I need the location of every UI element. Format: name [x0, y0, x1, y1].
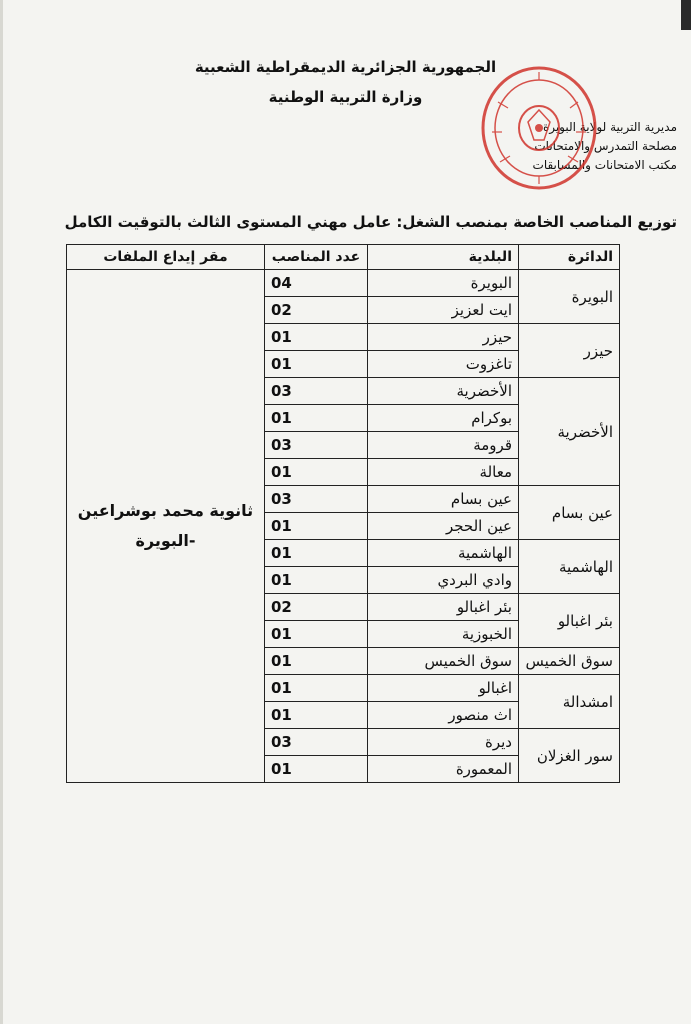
daira-cell: الأخضرية — [519, 378, 620, 486]
baladia-cell: الهاشمية — [368, 540, 519, 567]
positions-table — [66, 244, 620, 783]
header-baladia: البلدية — [368, 245, 519, 270]
baladia-cell: سوق الخميس — [368, 648, 519, 675]
department-line-3: مكتب الامتحانات والمسابقات — [532, 158, 677, 172]
count-cell: 03 — [265, 378, 368, 405]
page-edge — [0, 0, 3, 1024]
count-cell: 01 — [265, 756, 368, 783]
baladia-cell: الخبوزية — [368, 621, 519, 648]
baladia-cell: المعمورة — [368, 756, 519, 783]
baladia-cell: قرومة — [368, 432, 519, 459]
count-cell: 01 — [265, 459, 368, 486]
count-cell: 01 — [265, 324, 368, 351]
table-header-row — [67, 245, 620, 270]
count-cell: 02 — [265, 594, 368, 621]
baladia-cell: عين الحجر — [368, 513, 519, 540]
page-corner-shadow — [681, 0, 691, 30]
count-cell: 01 — [265, 648, 368, 675]
baladia-cell: معالة — [368, 459, 519, 486]
republic-header: الجمهورية الجزائرية الديمقراطية الشعبية — [194, 58, 497, 76]
daira-cell: الهاشمية — [519, 540, 620, 594]
count-cell: 01 — [265, 405, 368, 432]
baladia-cell: تاغزوت — [368, 351, 519, 378]
daira-cell: البويرة — [519, 270, 620, 324]
baladia-cell: ديرة — [368, 729, 519, 756]
header-daira: الدائرة — [519, 245, 620, 270]
daira-cell: حيزر — [519, 324, 620, 378]
baladia-cell: وادي البردي — [368, 567, 519, 594]
baladia-cell: حيزر — [368, 324, 519, 351]
daira-cell: عين بسام — [519, 486, 620, 540]
baladia-cell: عين بسام — [368, 486, 519, 513]
baladia-cell: الأخضرية — [368, 378, 519, 405]
count-cell: 01 — [265, 702, 368, 729]
count-cell: 01 — [265, 351, 368, 378]
count-cell: 03 — [265, 486, 368, 513]
baladia-cell: اغبالو — [368, 675, 519, 702]
baladia-cell: ايت لعزيز — [368, 297, 519, 324]
header-count: عدد المناصب — [265, 245, 368, 270]
table-body — [67, 270, 620, 783]
count-cell: 01 — [265, 675, 368, 702]
department-line-1: مديرية التربية لولاية البويرة — [542, 120, 677, 134]
daira-cell: سوق الخميس — [519, 648, 620, 675]
daira-cell: سور الغزلان — [519, 729, 620, 783]
header-deposit: مقر إيداع الملفات — [67, 245, 265, 270]
count-cell: 01 — [265, 513, 368, 540]
baladia-cell: بئر اغبالو — [368, 594, 519, 621]
count-cell: 01 — [265, 567, 368, 594]
count-cell: 04 — [265, 270, 368, 297]
ministry-header: وزارة التربية الوطنية — [268, 88, 423, 106]
count-cell: 03 — [265, 432, 368, 459]
count-cell: 01 — [265, 540, 368, 567]
daira-cell: بئر اغبالو — [519, 594, 620, 648]
document-title: توزيع المناصب الخاصة بمنصب الشغل: عامل مهني المستوى الثالث بالتوقيت الكامل — [64, 213, 677, 231]
official-stamp-icon — [478, 62, 600, 194]
count-cell: 03 — [265, 729, 368, 756]
department-line-2: مصلحة التمدرس والامتحانات — [534, 139, 677, 153]
count-cell: 02 — [265, 297, 368, 324]
deposit-place-cell: ثانوية محمد بوشراعين -البويرة — [67, 270, 265, 783]
table-row — [67, 270, 620, 297]
count-cell: 01 — [265, 621, 368, 648]
baladia-cell: البويرة — [368, 270, 519, 297]
baladia-cell: اث منصور — [368, 702, 519, 729]
baladia-cell: بوكرام — [368, 405, 519, 432]
daira-cell: امشدالة — [519, 675, 620, 729]
